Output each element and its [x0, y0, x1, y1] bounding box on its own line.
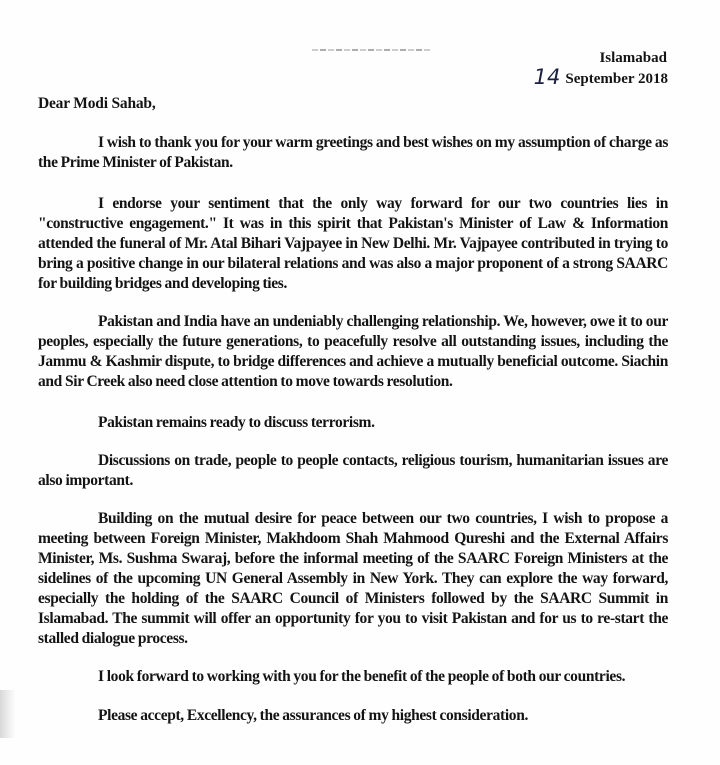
paragraph-thanks: I wish to thank you for your warm greetings and best wishes on my assumption of charge as the Prime Minister of Pakistan.: [38, 134, 668, 171]
handwritten-day: 14: [533, 65, 561, 89]
date-month-year: September 2018: [565, 71, 668, 87]
paragraph-closing: Please accept, Excellency, the assurances of my highest consideration.: [98, 707, 528, 724]
page-edge-shadow: [0, 690, 16, 738]
salutation: Dear Modi Sahab,: [38, 95, 156, 112]
paragraph-meeting-proposal: Building on the mutual desire for peace between our two countries, I wish to propose a meeting between Foreign Minister, Makhdoom Shah Mahmood Qureshi and the External Affairs Minister, Ms. Sushma Swaraj, before the informal meeting of the SAARC Foreign Ministers at the sidelines of the upcoming UN General Assembly in New York. They can explore the way forward, especially the holding of the SAARC Council of Ministers followed by the SAARC Summit in Islamabad. The summit will offer an opportunity for you to visit Pakistan and for us to re-start the stalled dialogue process.: [38, 510, 668, 647]
cropped-letterhead-line: [312, 49, 432, 51]
paragraph-terrorism: Pakistan remains ready to discuss terrorism.: [98, 414, 375, 431]
paragraph-discussions: Discussions on trade, people to people contacts, religious tourism, humanitarian issues are also important.: [38, 452, 668, 489]
paragraph-look-forward: I look forward to working with you for the benefit of the people of both our countries.: [98, 668, 626, 685]
letter-place: Islamabad: [599, 50, 667, 66]
paragraph-relationship: Pakistan and India have an undeniably challenging relationship. We, however, owe it to our peoples, especially the future generations, to peacefully resolve all outstanding issues, including the Jammu & Kashmir dispute, to bridge differences and achieve a mutually beneficial outcome. Siachin and Sir Creek also need close attention to move towards resolution.: [38, 313, 668, 390]
letter-date: [534, 67, 668, 89]
paragraph-constructive-engagement: I endorse your sentiment that the only way forward for our two countries lies in "constructive engagement." It was in this spirit that Pakistan's Minister of Law & Information attended the funeral of Mr. Atal Bihari Vajpayee in New Delhi. Mr. Vajpayee contributed in trying to bring a positive change in our bilateral relations and was also a major proponent of a strong SAARC for building bridges and developing ties.: [38, 195, 668, 292]
